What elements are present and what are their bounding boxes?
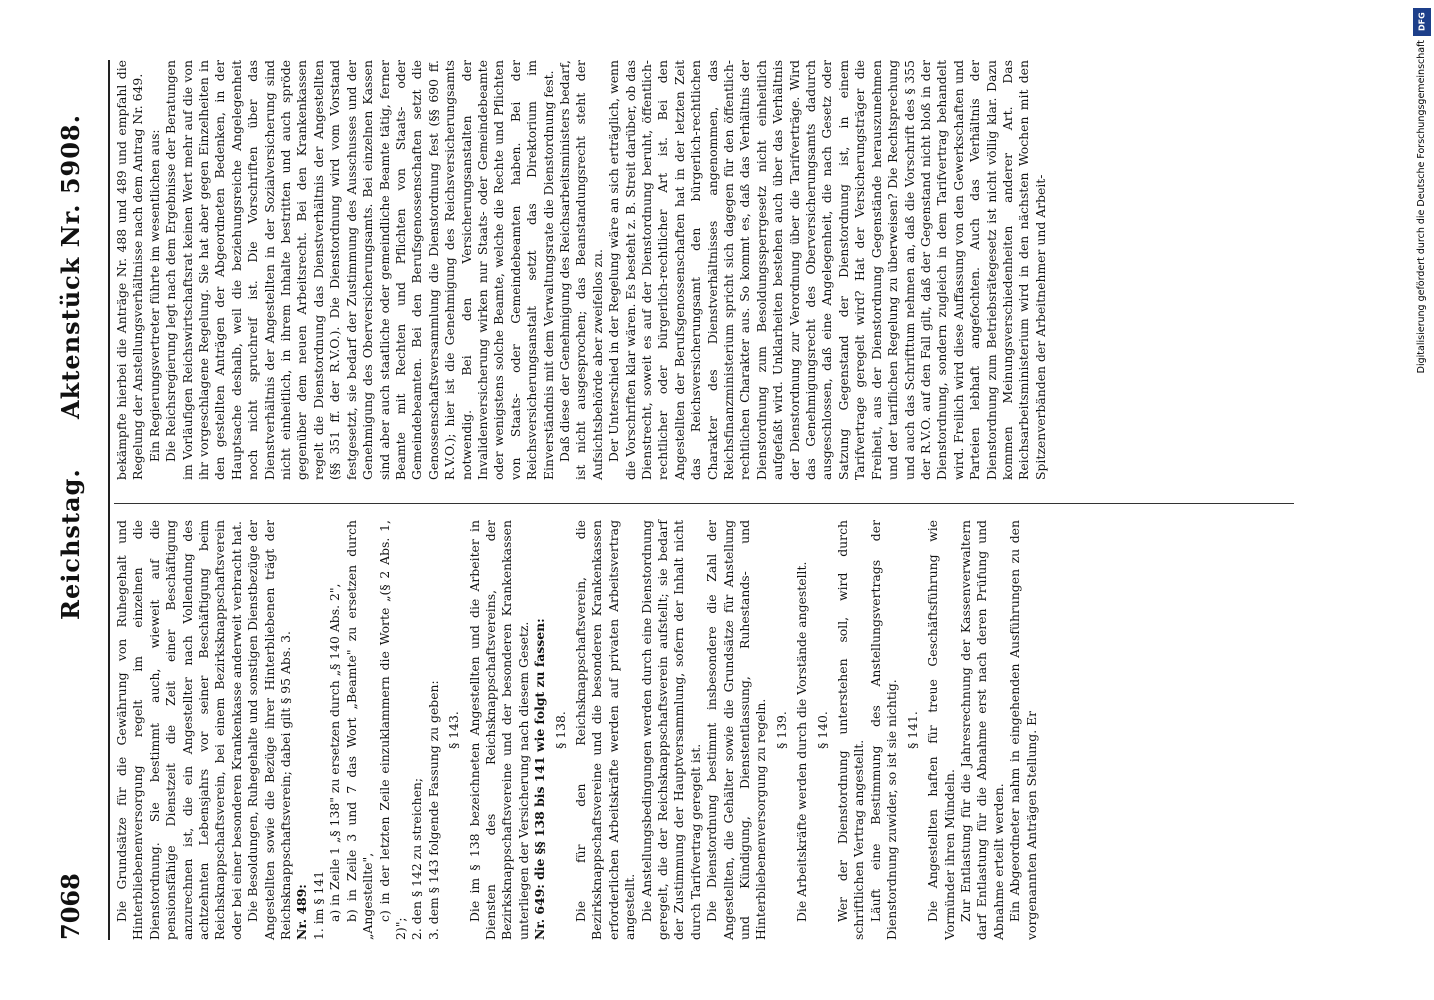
page-header bbox=[28, 60, 110, 940]
list-item: 2. den § 142 zu streichen; bbox=[409, 777, 425, 940]
section-heading: § 141. bbox=[904, 711, 920, 749]
title-right: Aktenstück Nr. 5908. bbox=[56, 114, 85, 419]
paragraph: Läuft eine Bestimmung des Anstellungsvertrags der Dienstordnung zuwider, so ist sie nichtig. bbox=[867, 520, 900, 940]
section-heading: § 138. bbox=[552, 711, 568, 749]
paragraph: Der Unterschied in der Regelung wäre an sich erträglich, wenn die Vorschriften klar wären. Es besteht z. B. Streit darüber, ob das Dienstrecht, soweit es auf der Dienstordnung beruht, öffentlich-rechtlicher oder bürgerlich-rechtlicher Art ist. Bei den Angestellten der Berufsgenossenschaften hat in der letzten Zeit das Reichsversicherungsamt den bürgerlich-rechtlichen Charakter des Dienstverhältnisses angenommen, das Reichsfinanzministerium spricht sich dagegen für den öffentlich-rechtlichen Charakter aus. So kommt es, daß das Verhältnis der Dienstordnung zum Besoldungssperrgesetz nicht einheitlich aufgefaßt wird. Unklarheiten bestehen auch über das Verhältnis der Dienstordnung zur Verordnung über die Tarifverträge. Wird das Genehmigungsrecht des Oberversicherungsamts dadurch ausgeschlossen, daß eine Angelegenheit, die nach Gesetz oder Satzung Gegenstand der Dienstordnung ist, in einem Tarifvertrage geregelt wird? Hat der Versicherungsträger die Freiheit, aus der Dienstordnung Gegenstände herauszunehmen und der tariflichen Regelung zu überweisen? Die Rechtsprechung und auch das Schrifttum nehmen an, daß die Vorschrift des § 355 der R.V.O. auf den Fall gilt, daß der Gegenstand nicht bloß in der Dienstordnung, sondern zugleich in dem Tarifvertrag behandelt wird. Freilich wird diese Auffassung von den Gewerkschaften und Parteien lebhaft angefochten. Auch das Verhältnis der Dienstordnung zum Betriebsrätegesetz ist nicht völlig klar. Dazu kommen Meinungsverschiedenheiten anderer Art. Das Reichsarbeitsministerium wird in den nächsten Wochen mit den Spitzenverbänden der Arbeitnehmer und Arbeit- bbox=[606, 60, 1048, 480]
paragraph: Die Grundsätze für die Gewährung von Ruhegehalt und Hinterbliebenenversorgung regelt im einzelnen die Dienstordnung. Sie bestimmt auch, wieweit auf die pensionsfähige Dienstzeit die Zeit einer Beschäftigung anzurechnen ist, die ein Angestellter nach Vollendung des achtzehnten Lebensjahrs vor seiner Beschäftigung beim Reichsknappschaftsverein, bei einem Bezirksknappschaftsverein oder bei einer besonderen Krankenkasse anderweit verbracht hat. bbox=[114, 520, 244, 940]
right-column bbox=[114, 60, 1049, 480]
left-column bbox=[114, 520, 1040, 940]
paragraph: Die im § 138 bezeichneten Angestellten und die Arbeiter in Diensten des Reichsknappschaftsvereins, der Bezirksknappschaftsvereine und der besonderen Krankenkassen unterliegen der Versicherung nach diesem Gesetz. bbox=[466, 520, 531, 940]
paragraph: Daß diese der Genehmigung des Reichsarbeitsministers bedarf, ist nicht ausgesprochen; das Beanstandungsrecht steht der Aufsichtsbehörde aber zweifellos zu. bbox=[556, 60, 605, 480]
rotated-page-content bbox=[28, 0, 1348, 1000]
section-heading: § 143. bbox=[446, 711, 462, 749]
paragraph: Die Reichsregierung legt nach dem Ergebnisse der Beratungen im Vorläufigen Reichswirtschaftsrat keinen Wert mehr auf die von ihr vorgeschlagene Regelung. Sie hat aber gegen Einzelheiten in den gestellten Anträgen der Abgeordneten Bedenken, in der Hauptsache deshalb, weil die beziehungsreiche Angelegenheit noch nicht spruchreif ist. Die Vorschriften über das Dienstverhältnis der Angestellten in der Sozialversicherung sind nicht einheitlich, in ihrem Inhalte bestritten und auch spröde gegenüber dem neuen Arbeitsrecht. Bei den Krankenkassen regelt die Dienstordnung das Dienstverhältnis der Angestellten (§§ 351 ff. der R.V.O.). Die Dienstordnung wird vom Vorstand festgesetzt, sie bedarf der Zustimmung des Ausschusses und der Genehmigung des Oberversicherungsamts. Bei einzelnen Kassen sind aber auch staatliche oder gemeindliche Beamte tätig, ferner Beamte mit Rechten und Pflichten von Staats- oder Gemeindebeamten. Bei den Berufsgenossenschaften setzt die Genossenschaftsversammlung die Dienstordnung fest (§§ 690 ff. R.V.O.); hier ist die Genehmigung des Reichsversicherungsamts notwendig. Bei den Versicherungsanstalten der Invalidenversicherung wirken nur Staats- oder Gemeindebeamte oder wenigstens solche Beamte, welche die Rechte und Pflichten von Staats- oder Gemeindebeamten haben. Bei der Reichsversicherungsanstalt setzt das Direktorium im Einverständnis mit dem Verwaltungsrate die Dienstordnung fest. bbox=[163, 60, 556, 480]
list-item: a) in Zeile 1 „§ 138" zu ersetzen durch „§ 140 Abs. 2", bbox=[327, 583, 343, 922]
paragraph: Zur Entlastung für die Jahresrechnung der Kassenverwaltern darf Entlastung für die Abnahme erst nach deren Prüfung und Abnahme erteilt werden. bbox=[957, 520, 1006, 940]
paragraph: Die Besoldungen, Ruhegehalte und sonstigen Dienstbezüge der Angestellten sowie die Bezüge ihrer Hinterbliebenen trägt der Reichsknappschaftsverein; dabei gilt § 95 Abs. 3. bbox=[245, 520, 294, 940]
paragraph: Die Anstellungsbedingungen werden durch eine Dienstordnung geregelt, die der Reichsknappschaftsverein aufstellt; sie bedarf der Zustimmung der Hauptversammlung, sofern der Inhalt nicht durch Tarifvertrag geregelt ist. bbox=[638, 520, 703, 940]
paragraph: bekämpfte hierbei die Anträge Nr. 488 und 489 und empfahl die Regelung der Anstellungsverhältnisse nach dem Antrag Nr. 649. bbox=[114, 60, 146, 480]
list-item: 1. im § 141 bbox=[310, 870, 326, 940]
column-divider bbox=[114, 503, 1294, 504]
page-title bbox=[56, 114, 85, 620]
paragraph: Wer der Dienstordnung unterstehen soll, wird durch schriftlichen Vertrag angestellt. bbox=[835, 520, 867, 940]
paragraph: Die Angestellten haften für treue Geschäftsführung wie Vormünder ihren Mündeln. bbox=[925, 520, 957, 940]
paragraph: Ein Abgeordneter nahm in eingehenden Ausführungen zu den vorgenannten Anträgen Stellung. Er bbox=[1007, 520, 1039, 940]
motion-number: Nr. 649: die §§ 138 bis 141 wie folgt zu fassen: bbox=[532, 618, 548, 940]
digitization-credit: Digitalisierung gefördert durch die Deutsche Forschungsgemeinschaft bbox=[1416, 40, 1427, 374]
dfg-logo: DFG bbox=[1413, 8, 1431, 36]
list-item: c) in der letzten Zeile einzuklammern die Worte „(§ 2 Abs. 1, 2)"; bbox=[376, 520, 408, 940]
motion-number: Nr. 489: bbox=[294, 884, 310, 940]
section-heading: § 139. bbox=[773, 711, 789, 749]
list-item: 3. dem § 143 folgende Fassung zu geben: bbox=[425, 680, 441, 940]
section-heading: § 140. bbox=[814, 711, 830, 749]
title-left: Reichstag. bbox=[56, 468, 85, 620]
digitization-sidebar bbox=[1412, 0, 1434, 1000]
paragraph: Die Dienstordnung bestimmt insbesondere die Zahl der Angestellten, die Gehälter sowie die Grundsätze für Anstellung und Kündigung, Dienstentlassung, Ruhestands- und Hinterbliebenenversorgung zu regeln. bbox=[704, 520, 769, 940]
paragraph: Die für den Reichsknappschaftsverein, die Bezirksknappschaftsvereine und die besonderen Krankenkassen erforderlichen Arbeitskräfte werden auf privaten Arbeitsvertrag angestellt. bbox=[572, 520, 638, 940]
paragraph: Die Arbeitskräfte werden durch die Vorstände angestellt. bbox=[794, 561, 810, 922]
paragraph: Ein Regierungsvertreter führte im wesentlichen aus: bbox=[146, 129, 162, 462]
list-item: b) in Zeile 3 und 7 das Wort „Beamte" zu ersetzen durch „Angestellte", bbox=[343, 520, 376, 940]
page-number: 7068 bbox=[56, 873, 85, 940]
